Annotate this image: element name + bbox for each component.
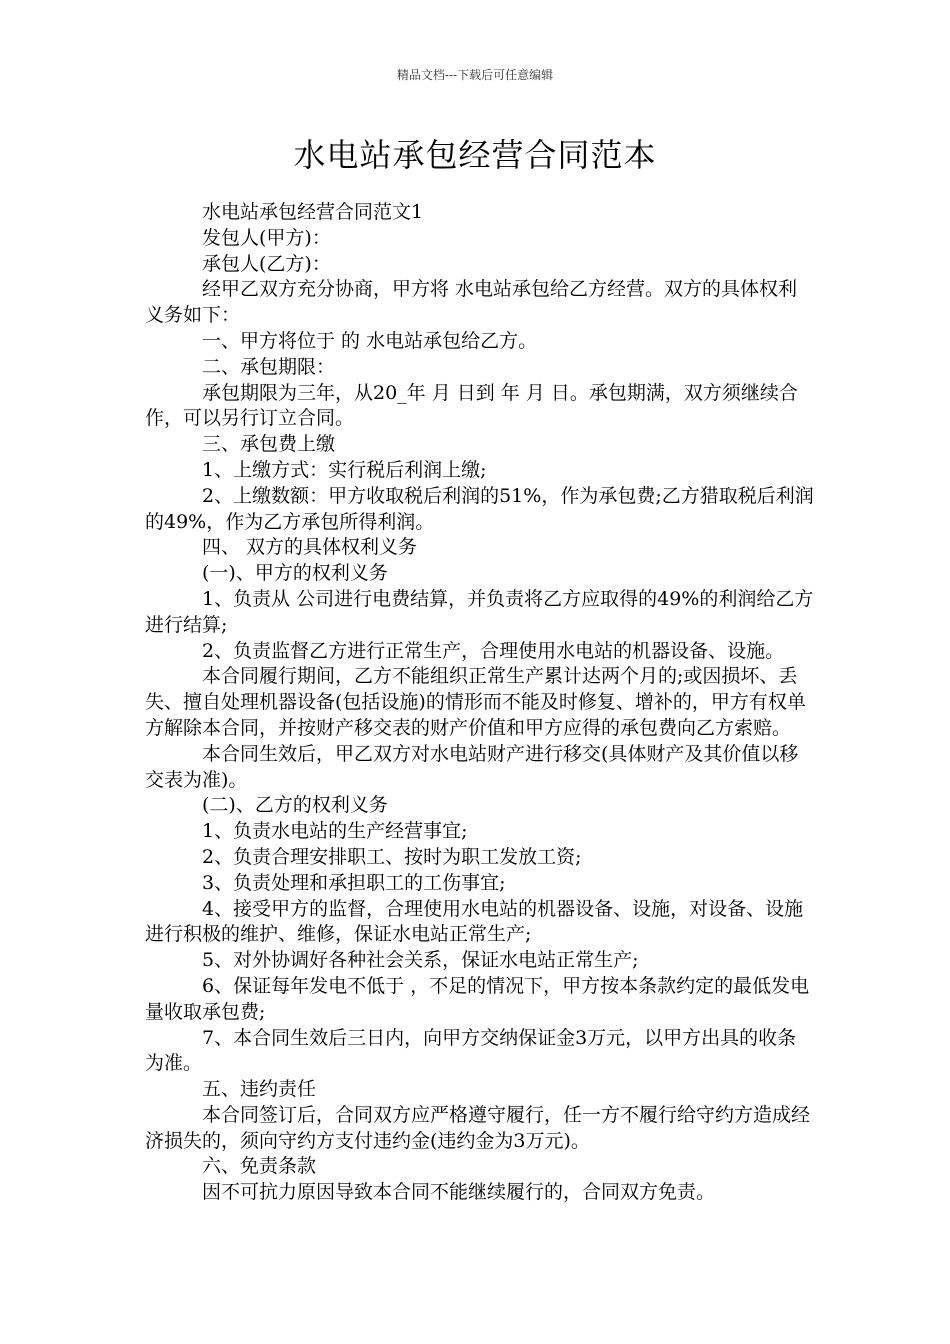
paragraph: 承包期限为三年，从20_年 月 日到 年 月 日。承包期满，双方须继续合作，可以另行订立合同。 [145,381,798,430]
paragraph: 六、免责条款 [202,1155,317,1178]
paragraph: 1、负责水电站的生产经营事宜; [202,820,468,843]
paragraph: (二)、乙方的权利义务 [202,794,388,817]
paragraph: 5、对外协调好各种社会关系，保证水电站正常生产; [202,949,639,972]
paragraph: 本合同签订后，合同双方应严格遵守履行，任一方不履行给守约方造成经济损失的，须向守约方支付违约金(违约金为3万元)。 [145,1103,811,1152]
paragraph: 二、承包期限： [202,355,336,378]
paragraph: 2、负责合理安排职工、按时为职工发放工资; [202,845,582,868]
paragraph: 2、上缴数额：甲方收取税后利润的51%，作为承包费;乙方猎取税后利润的49%，作为乙方承包所得利润。 [145,484,814,533]
paragraph: 1、负责从 公司进行电费结算，并负责将乙方应取得的49%的利润给乙方进行结算; [145,587,814,636]
paragraph: 6、保证每年发电不低于 ，不足的情况下，甲方按本条款约定的最低发电量收取承包费; [145,974,810,1023]
paragraph: 2、负责监督乙方进行正常生产，合理使用水电站的机器设备、设施。 [202,639,785,662]
paragraph: 1、上缴方式：实行税后利润上缴; [202,458,487,481]
paragraph: 承包人(乙方)： [202,252,331,275]
paragraph: 水电站承包经营合同范文1 [202,201,424,223]
paragraph: 经甲乙双方充分协商，甲方将 水电站承包给乙方经营。双方的具体权利义务如下： [145,278,798,327]
paragraph: 五、违约责任 [202,1078,317,1101]
paragraph: 三、承包费上缴 [202,433,336,456]
paragraph: 本合同履行期间，乙方不能组织正常生产累计达两个月的;或因损坏、丢失、擅自处理机器设备(包括设施)的情形而不能及时修复、增补的，甲方有权单方解除本合同，并按财产移交表的财产价值和甲方应得的承包费向乙方索赔。 [145,665,806,739]
paragraph: 因不可抗力原因导致本合同不能继续履行的，合同双方免责。 [202,1181,716,1204]
paragraph: 本合同生效后，甲乙双方对水电站财产进行移交(具体财产及其价值以移交表为准)。 [145,742,799,791]
paragraph: (一)、甲方的权利义务 [202,562,388,585]
paragraph: 3、负责处理和承担职工的工伤事宜; [202,871,506,894]
paragraph: 四、 双方的具体权利义务 [202,536,418,559]
paragraph: 4、接受甲方的监督，合理使用水电站的机器设备、设施，对设备、设施进行积极的维护、维修，保证水电站正常生产; [145,897,804,946]
paragraph: 一、甲方将位于 的 水电站承包给乙方。 [202,329,538,352]
paragraph: 7、本合同生效后三日内，向甲方交纳保证金3万元，以甲方出具的收条为准。 [145,1026,797,1075]
contract-body [145,200,815,1206]
page-title: 水电站承包经营合同范本 [293,136,657,174]
paragraph: 发包人(甲方)： [202,226,331,249]
header-note: 精品文档---下载后可任意编辑 [396,68,554,82]
